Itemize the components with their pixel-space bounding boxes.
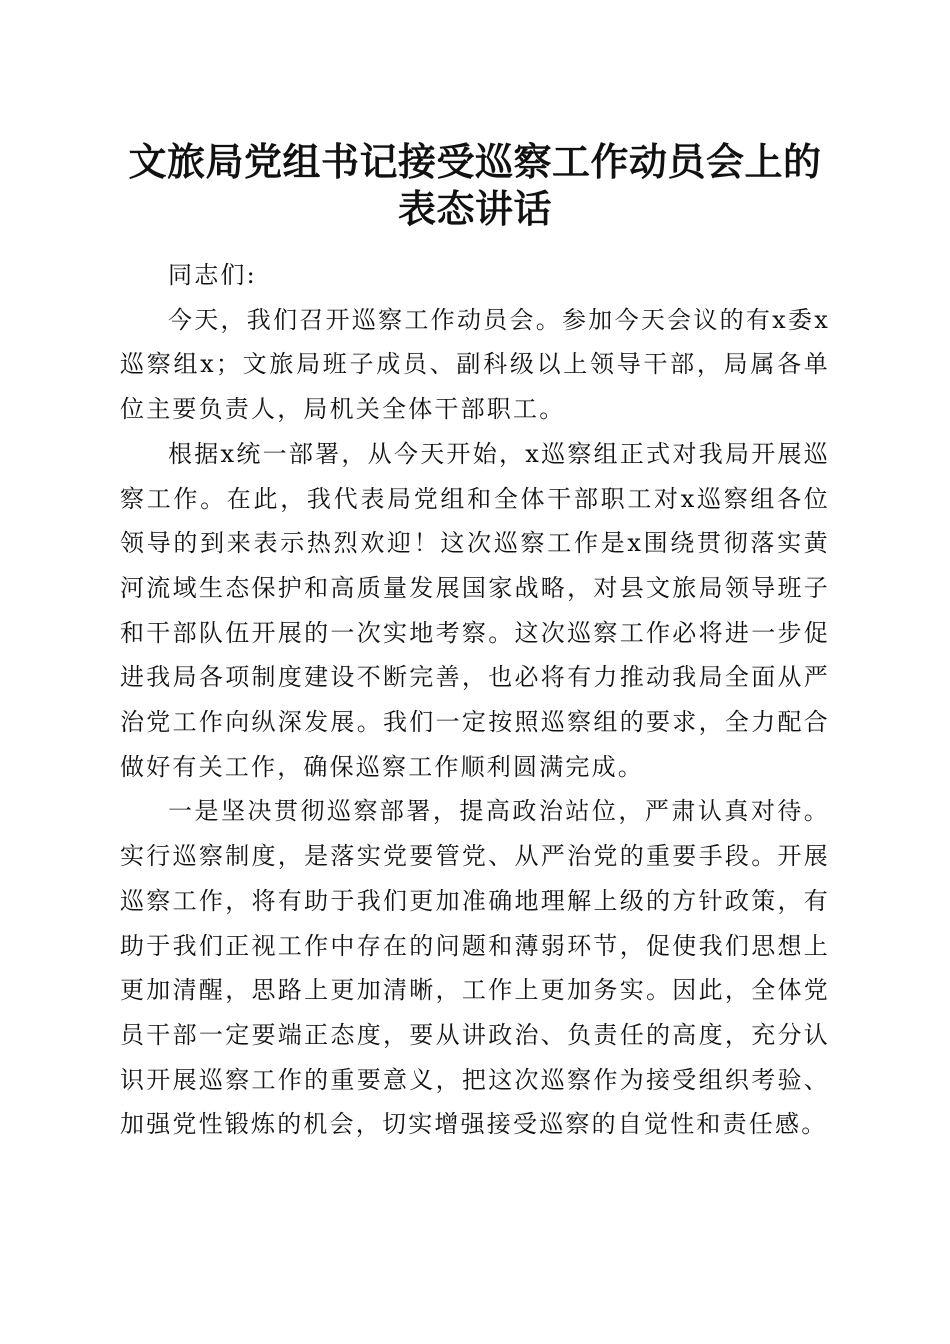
body-paragraph: 根据x统一部署，从今天开始，x巡察组正式对我局开展巡察工作。在此，我代表局党组和全体干部职工对x巡察组各位领导的到来表示热烈欢迎！这次巡察工作是x围绕贯彻落实黄河流域生态保护和高质量发展国家战略，对县文旅局领导班子和干部队伍开展的一次实地考察。这次巡察工作必将进一步促进我局各项制度建设不断完善，也必将有力推动我局全面从严治党工作向纵深发展。我们一定按照巡察组的要求，全力配合做好有关工作，确保巡察工作顺利圆满完成。 [120, 439, 830, 781]
body-paragraph: 一是坚决贯彻巡察部署，提高政治站位，严肃认真对待。实行巡察制度，是落实党要管党、从严治党的重要手段。开展巡察工作，将有助于我们更加准确地理解上级的方针政策，有助于我们正视工作中存在的问题和薄弱环节，促使我们思想上更加清醒，思路上更加清晰，工作上更加务实。因此，全体党员干部一定要端正态度，要从讲政治、负责任的高度，充分认识开展巡察工作的重要意义，把这次巡察作为接受组织考验、加强党性锻炼的机会，切实增强接受巡察的自觉性和责任感。 [120, 797, 830, 1139]
document-title: 文旅局党组书记接受巡察工作动员会上的表态讲话 [128, 139, 822, 231]
body-paragraph: 今天，我们召开巡察工作动员会。参加今天会议的有x委x巡察组x；文旅局班子成员、副科级以上领导干部，局属各单位主要负责人，局机关全体干部职工。 [120, 305, 830, 424]
document-body [120, 253, 830, 1147]
salutation-paragraph: 同志们: [168, 261, 257, 289]
